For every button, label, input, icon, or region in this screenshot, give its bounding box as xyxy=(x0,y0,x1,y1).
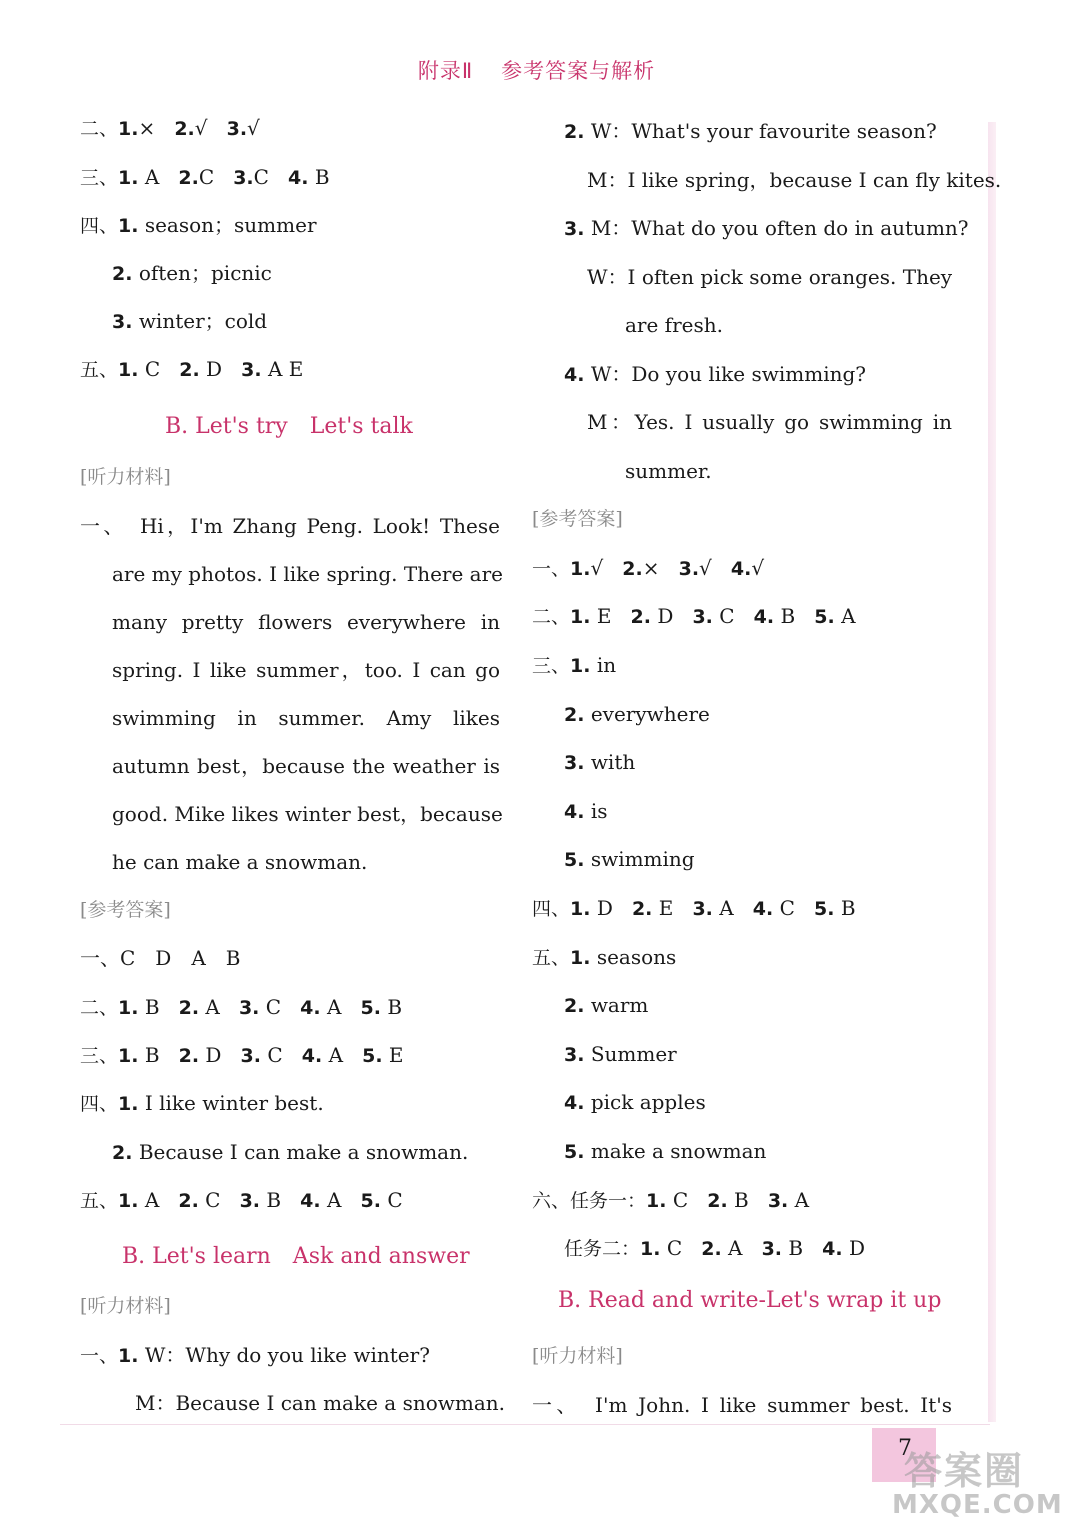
answer-line: are fresh. xyxy=(625,313,723,337)
answer-line: 2. everywhere xyxy=(564,702,710,726)
margin-decoration xyxy=(988,122,996,1422)
answer-line: summer. xyxy=(625,459,712,483)
answer-line: 二、1.× 2.√ 3.√ xyxy=(80,116,260,140)
section-title: B. Let's try Let's talk xyxy=(165,414,413,439)
section-title: B. Let's learn Ask and answer xyxy=(122,1244,470,1269)
answer-line: M：Yes. I usually go swimming in xyxy=(587,410,952,434)
answer-line: 二、1. B 2. A 3. C 4. A 5. B xyxy=(80,995,403,1019)
footer-divider xyxy=(60,1424,990,1425)
section-tag: [参考答案] xyxy=(532,508,623,530)
section-tag: [听力材料] xyxy=(80,466,171,488)
answer-line: M：Because I can make a snowman. xyxy=(135,1391,506,1415)
page-number: 7 xyxy=(898,1436,912,1461)
paragraph-line: autumn best，because the weather is xyxy=(112,754,500,778)
answer-line: 六、任务一：1. C 2. B 3. A xyxy=(532,1188,810,1212)
paragraph-line: 一、 I'm John. I like summer best. It's xyxy=(532,1393,952,1417)
answer-line: 四、1. season；summer xyxy=(80,213,317,237)
answer-line: 3. winter；cold xyxy=(112,309,268,333)
header-title: 参考答案与解析 xyxy=(501,59,656,83)
answer-line: 五、1. C 2. D 3. A E xyxy=(80,357,304,381)
section-tag: [听力材料] xyxy=(80,1295,171,1317)
answer-line: W：I often pick some oranges. They xyxy=(587,265,953,289)
answer-line: 2. W：What's your favourite season? xyxy=(564,119,937,143)
section-tag: [参考答案] xyxy=(80,899,171,921)
paragraph-line: many pretty flowers everywhere in xyxy=(112,610,500,634)
answer-line: 2. often；picnic xyxy=(112,261,272,285)
answer-line: 一、1.√ 2.× 3.√ 4.√ xyxy=(532,556,765,580)
paragraph-line: 一、 Hi，I'm Zhang Peng. Look! These xyxy=(80,514,500,538)
page-header xyxy=(0,55,1073,85)
answer-line: 3. with xyxy=(564,750,636,774)
section-title: B. Read and write-Let's wrap it up xyxy=(558,1288,942,1313)
paragraph-line: are my photos. I like spring. There are xyxy=(112,562,503,586)
answer-line: 5. make a snowman xyxy=(564,1139,767,1163)
paragraph-line: he can make a snowman. xyxy=(112,850,368,874)
answer-line: 三、1. A 2.C 3.C 4. B xyxy=(80,165,330,189)
answer-line: 5. swimming xyxy=(564,847,695,871)
answer-line: 一、C D A B xyxy=(80,946,241,970)
section-tag: [听力材料] xyxy=(532,1345,623,1367)
answer-line: 五、1. seasons xyxy=(532,945,677,969)
paragraph-line: good. Mike likes winter best，because xyxy=(112,802,503,826)
answer-line: 四、1. D 2. E 3. A 4. C 5. B xyxy=(532,896,856,920)
answer-line: 4. pick apples xyxy=(564,1090,706,1114)
answer-line: 四、1. I like winter best. xyxy=(80,1091,324,1115)
answer-line: 一、1. W：Why do you like winter? xyxy=(80,1343,430,1367)
answer-line: 二、1. E 2. D 3. C 4. B 5. A xyxy=(532,604,856,628)
answer-line: 4. is xyxy=(564,799,608,823)
paragraph-line: spring. I like summer，too. I can go xyxy=(112,658,500,682)
answer-line: 五、1. A 2. C 3. B 4. A 5. C xyxy=(80,1188,403,1212)
answer-line: M：I like spring，because I can fly kites. xyxy=(587,168,1002,192)
answer-line: 4. W：Do you like swimming? xyxy=(564,362,866,386)
answer-line: 2. warm xyxy=(564,993,649,1017)
paragraph-line: swimming in summer. Amy likes xyxy=(112,706,500,730)
answer-line: 任务二：1. C 2. A 3. B 4. D xyxy=(564,1236,866,1260)
answer-line: 3. M：What do you often do in autumn? xyxy=(564,216,969,240)
answer-line: 3. Summer xyxy=(564,1042,677,1066)
answer-line: 三、1. B 2. D 3. C 4. A 5. E xyxy=(80,1043,404,1067)
answer-line: 2. Because I can make a snowman. xyxy=(112,1140,469,1164)
appendix-label: 附录Ⅱ xyxy=(417,59,474,83)
watermark-logo: 答案圈 MXQE.COM xyxy=(892,1449,1063,1520)
answer-line: 三、1. in xyxy=(532,653,617,677)
